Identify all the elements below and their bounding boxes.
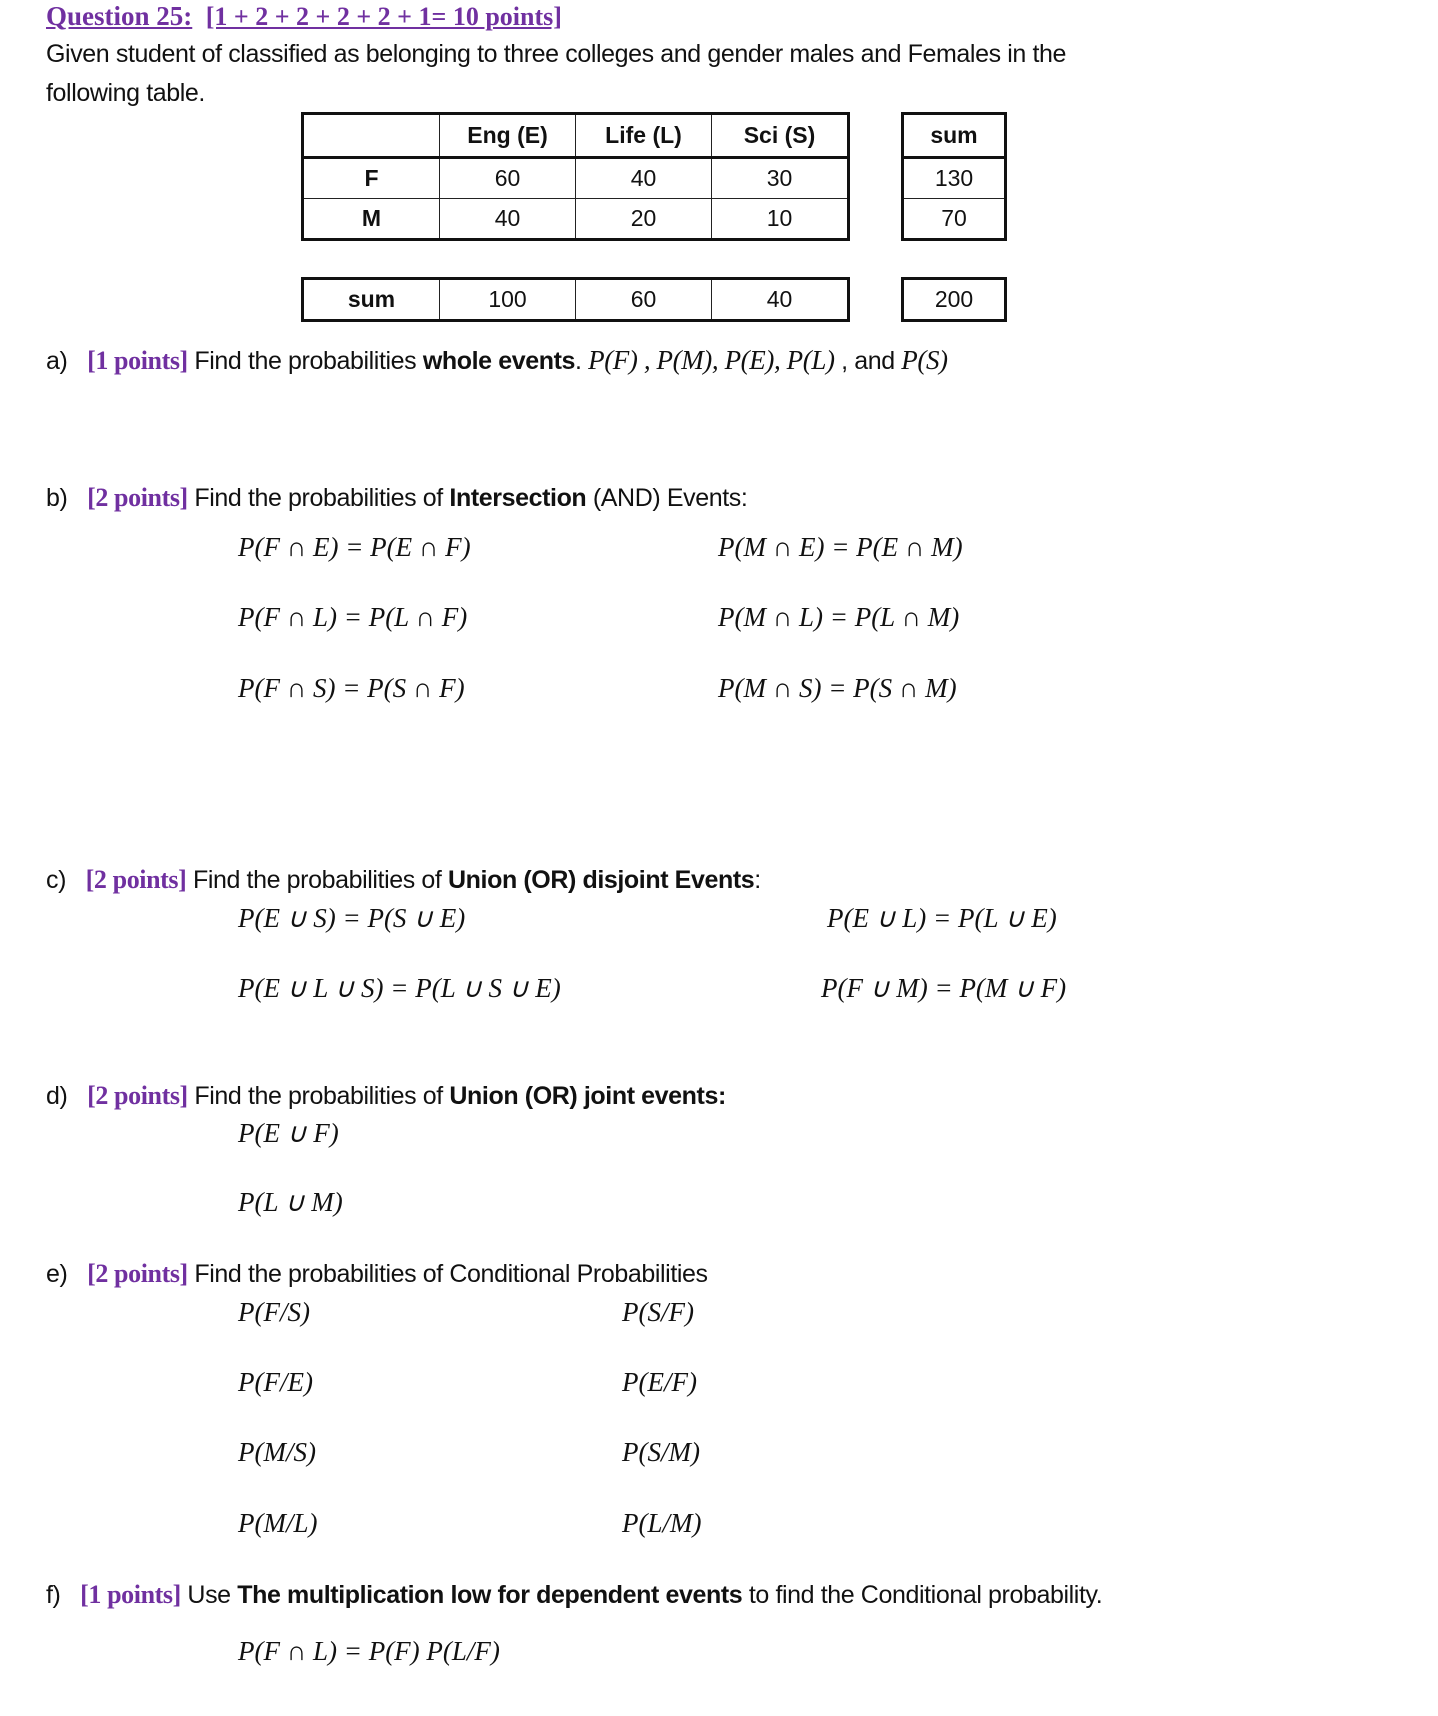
total-table	[901, 277, 1007, 322]
table-cell: 60	[440, 158, 576, 199]
row-sum-cell: 130	[903, 158, 1006, 199]
part-label: e)	[46, 1260, 68, 1288]
row-label: F	[303, 158, 440, 199]
formula: P(F/S)	[238, 1297, 310, 1327]
sum-row-label: sum	[303, 279, 440, 321]
formula: P(F ∪ M) = P(M ∪ F)	[821, 973, 1067, 1003]
row-label: M	[303, 199, 440, 240]
part-b	[46, 483, 747, 513]
part-text: to find the Conditional probability.	[742, 1581, 1103, 1609]
math-expression: P(S)	[901, 345, 948, 375]
part-text: Find the probabilities of	[187, 484, 450, 512]
data-table	[301, 112, 850, 241]
column-sum-table	[301, 277, 850, 322]
part-f	[46, 1580, 1102, 1610]
formula: P(F ∩ L) = P(L ∩ F)	[238, 602, 468, 632]
column-sum-cell: 100	[440, 279, 576, 321]
table-cell: 40	[440, 199, 576, 240]
part-text: :	[754, 866, 761, 894]
row-sum-table	[901, 112, 1007, 241]
part-label: f)	[46, 1581, 61, 1609]
formula: P(M ∩ S) = P(S ∩ M)	[718, 673, 957, 703]
part-text: Use	[180, 1581, 238, 1609]
column-sum-cell: 40	[712, 279, 849, 321]
table-cell: 20	[576, 199, 712, 240]
part-text: Find the probabilities of	[186, 866, 448, 894]
part-text: , and	[834, 347, 902, 375]
column-sum-cell: 60	[576, 279, 712, 321]
part-bold-text: Intersection	[449, 484, 587, 512]
sum-header: sum	[903, 114, 1006, 158]
formula: P(E ∪ L) = P(L ∪ E)	[827, 903, 1057, 933]
part-a	[46, 345, 1426, 376]
formula: P(M/S)	[238, 1437, 316, 1467]
part-d	[46, 1081, 726, 1111]
part-bold-text: whole events	[422, 347, 576, 375]
formula: P(E/F)	[622, 1367, 697, 1397]
part-text: Find the probabilities of	[187, 1082, 450, 1110]
formula: P(L ∪ M)	[238, 1187, 343, 1217]
formula: P(E ∪ F)	[238, 1118, 339, 1148]
math-expression: P(F) , P(M), P(E), P(L)	[588, 345, 835, 375]
formula: P(L/M)	[622, 1508, 702, 1538]
part-e	[46, 1259, 708, 1289]
part-text: (AND) Events:	[586, 484, 748, 512]
formula: P(F ∩ E) = P(E ∩ F)	[238, 532, 471, 562]
table-cell: 40	[576, 158, 712, 199]
row-sum-cell: 70	[903, 199, 1006, 240]
part-bold-text: The multiplication low for dependent events	[237, 1581, 743, 1609]
part-c	[46, 865, 761, 895]
intro-line-1: Given student of classified as belonging to three colleges and gender males and Females in the	[46, 40, 1066, 68]
grand-total-cell: 200	[903, 279, 1006, 321]
formula: P(F ∩ S) = P(S ∩ F)	[238, 673, 465, 703]
table-cell: 10	[712, 199, 849, 240]
part-label: c)	[46, 866, 67, 894]
part-points: [1 points]	[87, 346, 188, 375]
formula: P(S/M)	[622, 1437, 700, 1467]
question-points: [1 + 2 + 2 + 2 + 2 + 1= 10 points]	[205, 2, 562, 31]
part-text: Find the probabilities of Conditional Probabilities	[187, 1260, 708, 1288]
table-row	[303, 199, 849, 240]
part-points: [2 points]	[87, 1081, 188, 1110]
table-row	[303, 158, 849, 199]
table-header-cell: Life (L)	[576, 114, 712, 158]
formula: P(E ∪ S) = P(S ∪ E)	[238, 903, 466, 933]
formula: P(M ∩ L) = P(L ∩ M)	[718, 602, 960, 632]
intro-line-2: following table.	[46, 79, 205, 107]
table-header-row	[303, 114, 849, 158]
part-label: b)	[46, 484, 68, 512]
table-header-cell: Eng (E)	[440, 114, 576, 158]
formula: P(F/E)	[238, 1367, 313, 1397]
part-label: a)	[46, 347, 68, 375]
part-points: [1 points]	[80, 1580, 181, 1609]
formula: P(S/F)	[622, 1297, 694, 1327]
part-bold-text: Union (OR) joint events:	[449, 1082, 726, 1110]
table-header-cell: Sci (S)	[712, 114, 849, 158]
question-number: Question 25:	[46, 1, 193, 31]
part-points: [2 points]	[87, 1259, 188, 1288]
part-points: [2 points]	[87, 483, 188, 512]
formula: P(M/L)	[238, 1508, 318, 1538]
table-header-cell	[303, 114, 440, 158]
formula: P(F ∩ L) = P(F) P(L/F)	[238, 1636, 500, 1666]
part-text: Find the probabilities	[187, 347, 423, 375]
part-text: .	[575, 347, 589, 375]
formula: P(E ∪ L ∪ S) = P(L ∪ S ∪ E)	[238, 973, 561, 1003]
part-bold-text: Union (OR) disjoint Events	[448, 866, 755, 894]
part-points: [2 points]	[85, 865, 187, 894]
table-cell: 30	[712, 158, 849, 199]
formula: P(M ∩ E) = P(E ∩ M)	[718, 532, 963, 562]
question-title	[46, 0, 562, 33]
part-label: d)	[46, 1082, 68, 1110]
